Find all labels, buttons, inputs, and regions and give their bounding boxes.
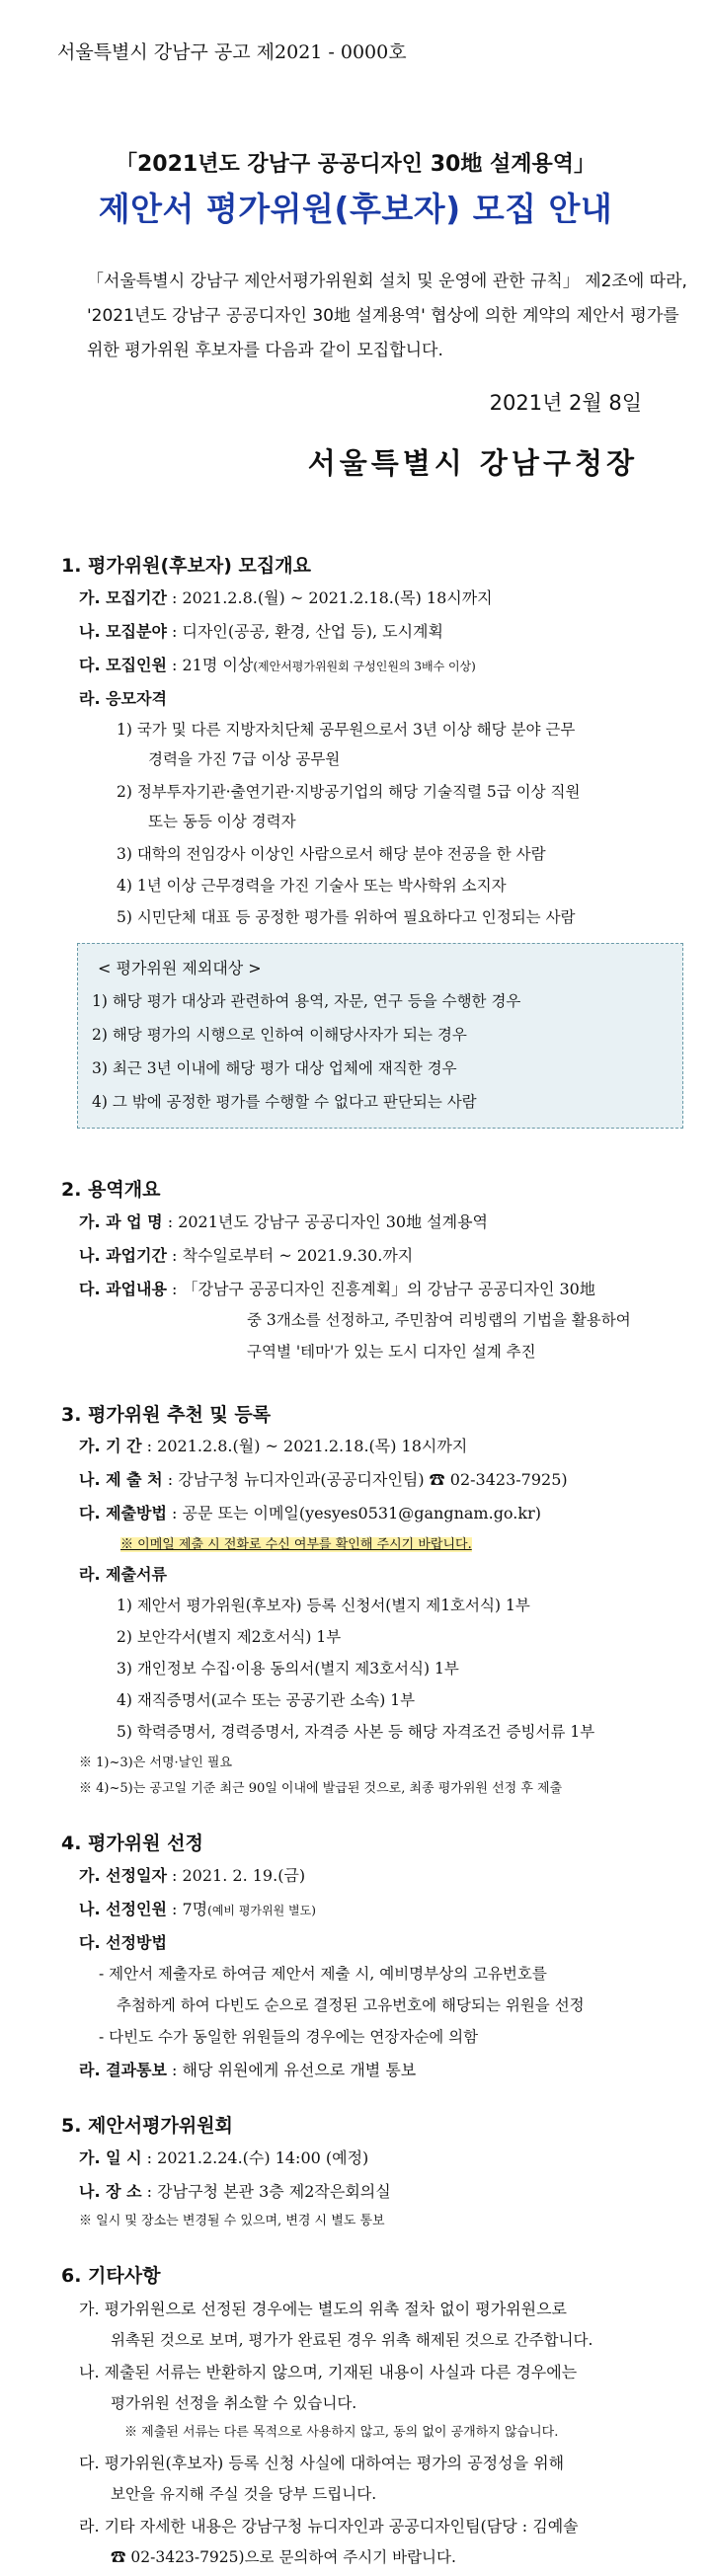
section-5-heading: 5. 제안서평가위원회 [61,2115,233,2137]
s3-doc-item: 5) 학력증명서, 경력증명서, 자격증 사본 등 해당 자격조건 증빙서류 1부 [117,1723,595,1741]
s1-q1a: 1) 국가 및 다른 지방자치단체 공무원으로서 3년 이상 해당 분야 근무 [117,721,576,739]
s3-doc-item: 2) 보안각서(별지 제2호서식) 1부 [117,1628,342,1646]
section-4-heading: 4. 평가위원 선정 [61,1833,203,1854]
s1-period: 가. 모집기간 : 2021.2.8.(월) ~ 2021.2.18.(목) 18시까지 [79,588,493,607]
s1-qualification-label: 라. 응모자격 [79,689,167,708]
s3-note-1: ※ 1)~3)은 서명·날인 필요 [79,1756,233,1770]
issuer: 서울특별시 강남구청장 [307,446,638,480]
s1-q4: 4) 1년 이상 근무경력을 가진 기술사 또는 박사학위 소지자 [117,877,507,895]
s6-a1: 가. 평가위원으로 선정된 경우에는 별도의 위촉 절차 없이 평가위원으로 [79,2300,567,2318]
s2-content: 다. 과업내용 : 「강남구 공공디자인 진흥계획」의 강남구 공공디자인 30地 [79,1280,595,1298]
s4-date: 가. 선정일자 : 2021. 2. 19.(금) [79,1866,306,1885]
s6-d1: 라. 기타 자세한 내용은 강남구청 뉴디자인과 공공디자인팀(담당 : 김예솔 [79,2517,579,2536]
s6-a2: 위촉된 것으로 보며, 평가가 완료된 경우 위촉 해제된 것으로 간주합니다. [111,2331,593,2349]
exclusion-item: 4) 그 밖에 공정한 평가를 수행할 수 없다고 판단되는 사람 [92,1093,477,1111]
s2-period: 나. 과업기간 : 착수일로부터 ~ 2021.9.30.까지 [79,1246,414,1265]
notice-number: 서울특별시 강남구 공고 제2021 - 0000호 [57,41,407,63]
s2-name: 가. 과 업 명 : 2021년도 강남구 공공디자인 30地 설계용역 [79,1212,488,1231]
exclusion-box [77,943,683,1129]
notice-date: 2021년 2월 8일 [489,391,642,415]
s1-q5: 5) 시민단체 대표 등 공정한 평가를 위하여 필요하다고 인정되는 사람 [117,908,576,926]
s4-method-2: - 다빈도 수가 동일한 위원들의 경우에는 연장자순에 의함 [99,2028,479,2046]
s1-q1b: 경력을 가진 7급 이상 공무원 [148,750,341,768]
s3-submit-to: 나. 제 출 처 : 강남구청 뉴디자인과(공공디자인팀) ☎ 02-3423-7925) [79,1470,568,1489]
s3-docs-label: 라. 제출서류 [79,1565,167,1584]
s3-method: 다. 제출방법 : 공문 또는 이메일(yesyes0531@gangnam.go.kr) [79,1504,541,1522]
s4-method-1a: - 제안서 제출자로 하여금 제안서 제출 시, 예비명부상의 고유번호를 [99,1965,547,1983]
s4-result: 라. 결과통보 : 해당 위원에게 유선으로 개별 통보 [79,2061,417,2079]
s3-doc-item: 1) 제안서 평가위원(후보자) 등록 신청서(별지 제1호서식) 1부 [117,1597,530,1614]
s4-method-label: 다. 선정방법 [79,1933,167,1952]
section-6-heading: 6. 기타사항 [61,2265,161,2287]
exclusion-item: 2) 해당 평가의 시행으로 인하여 이해당사자가 되는 경우 [92,1026,467,1044]
s6-c2: 보안을 유지해 주실 것을 당부 드립니다. [111,2485,377,2503]
s6-b-note: ※ 제출된 서류는 다른 목적으로 사용하지 않고, 동의 없이 공개하지 않습니다. [124,2425,559,2440]
s6-d2: ☎ 02-3423-7925)으로 문의하여 주시기 바랍니다. [111,2548,456,2566]
s3-doc-item: 3) 개인정보 수집·이용 동의서(별지 제3호서식) 1부 [117,1660,459,1678]
s1-q3: 3) 대학의 전임강사 이상인 사람으로서 해당 분야 전공을 한 사람 [117,845,546,863]
exclusion-title: < 평가위원 제외대상 > [98,959,262,977]
exclusion-item: 1) 해당 평가 대상과 관련하여 용역, 자문, 연구 등을 수행한 경우 [92,992,521,1010]
section-3-heading: 3. 평가위원 추천 및 등록 [61,1404,272,1426]
s1-q2a: 2) 정부투자기관·출연기관·지방공기업의 해당 기술직렬 5급 이상 직원 [117,783,581,801]
s4-method-1b: 추첨하게 하여 다빈도 순으로 결정된 고유번호에 해당되는 위원을 선정 [117,1996,585,2014]
section-1-heading: 1. 평가위원(후보자) 모집개요 [61,555,311,577]
s5-datetime: 가. 일 시 : 2021.2.24.(수) 14:00 (예정) [79,2148,369,2167]
s5-place: 나. 장 소 : 강남구청 본관 3층 제2작은회의실 [79,2182,391,2201]
intro-paragraph: 「서울특별시 강남구 제안서평가위원회 설치 및 운영에 관한 규칙」 제2조에 따라, '2021년도 강남구 공공디자인 30地 설계용역' 협상에 의한 계약의 제안서 평가를 위한 평가위원 후보자를 다음과 같이 모집합니다. [87,272,687,360]
s6-b2: 평가위원 선정을 취소할 수 있습니다. [111,2394,357,2412]
s1-q2b: 또는 동등 이상 경력자 [148,813,296,830]
s5-note: ※ 일시 및 장소는 변경될 수 있으며, 변경 시 별도 통보 [79,2214,385,2228]
s2-content-line2: 중 3개소를 선정하고, 주민참여 리빙랩의 기법을 활용하여 [247,1311,631,1329]
s3-period: 가. 기 간 : 2021.2.8.(월) ~ 2021.2.18.(목) 18시까지 [79,1437,468,1455]
s3-email-note: ※ 이메일 제출 시 전화로 수신 여부를 확인해 주시기 바랍니다. [120,1537,472,1552]
s3-note-2: ※ 4)~5)는 공고일 기준 최근 90일 이내에 발급된 것으로, 최종 평가위원 선정 후 제출 [79,1781,563,1796]
s6-c1: 다. 평가위원(후보자) 등록 신청 사실에 대하여는 평가의 공정성을 위해 [79,2454,565,2472]
s2-content-line3: 구역별 '테마'가 있는 도시 디자인 설계 추진 [247,1343,536,1361]
document-title: 제안서 평가위원(후보자) 모집 안내 [98,190,613,228]
s3-doc-item: 4) 재직증명서(교수 또는 공공기관 소속) 1부 [117,1691,416,1709]
s4-count: 나. 선정인원 : 7명(예비 평가위원 별도) [79,1900,316,1918]
document-subtitle: 「2021년도 강남구 공공디자인 30地 설계용역」 [115,152,595,177]
section-2-heading: 2. 용역개요 [61,1179,161,1201]
s1-count: 다. 모집인원 : 21명 이상(제안서평가위원회 구성인원의 3배수 이상) [79,656,476,674]
s6-b1: 나. 제출된 서류는 반환하지 않으며, 기재된 내용이 사실과 다른 경우에는 [79,2363,578,2381]
s1-field: 나. 모집분야 : 디자인(공공, 환경, 산업 등), 도시계획 [79,622,443,641]
exclusion-item: 3) 최근 3년 이내에 해당 평가 대상 업체에 재직한 경우 [92,1059,457,1077]
